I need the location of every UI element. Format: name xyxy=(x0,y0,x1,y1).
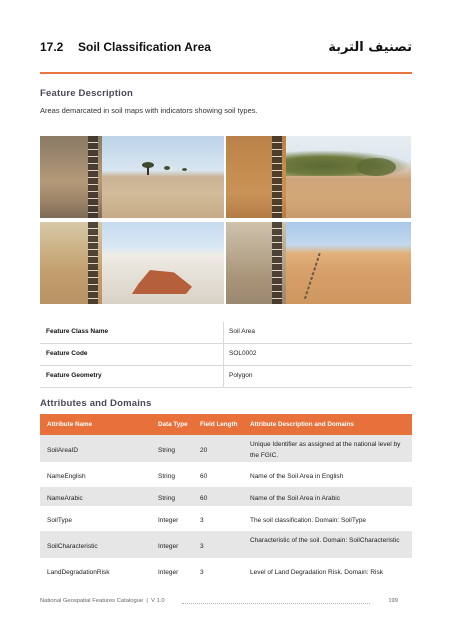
column-divider xyxy=(223,366,224,387)
header-divider xyxy=(40,72,412,74)
attribute-description: The soil classification. Domain: SoilType xyxy=(250,517,366,524)
landscape-photo-1 xyxy=(102,136,224,218)
attributes-table xyxy=(40,414,412,583)
feature-info-value: SOL0002 xyxy=(229,350,257,357)
attribute-description: Name of the Soil Area in Arabic xyxy=(250,495,340,502)
attribute-length: 20 xyxy=(200,447,208,454)
table-row xyxy=(40,531,412,561)
table-row xyxy=(40,561,412,583)
feature-info-row xyxy=(40,322,412,344)
table-row xyxy=(40,435,412,465)
soil-profile-photo-1 xyxy=(40,136,102,218)
footer-catalogue: National Geospatial Features Catalogue xyxy=(40,598,144,604)
attribute-type: String xyxy=(158,447,175,454)
feature-info-row xyxy=(40,366,412,388)
attribute-length: 60 xyxy=(200,495,208,502)
column-header-field-length: Field Length xyxy=(200,421,238,428)
attribute-description: Name of the Soil Area in English xyxy=(250,473,344,480)
column-header-data-type: Data Type xyxy=(158,421,188,428)
attribute-type: String xyxy=(158,495,175,502)
page-number: 199 xyxy=(388,598,398,604)
attribute-type: String xyxy=(158,473,175,480)
attribute-name: NameEnglish xyxy=(47,473,86,480)
attributes-table-header xyxy=(40,414,412,435)
soil-profile-photo-3 xyxy=(40,222,102,304)
section-title-arabic: تصنيف التربة xyxy=(328,40,412,55)
feature-description-text: Areas demarcated in soil maps with indicators showing soil types. xyxy=(40,106,258,115)
attribute-description: Unique Identifier as assigned at the national level by the FGIC. xyxy=(250,441,401,459)
landscape-photo-3 xyxy=(102,222,224,304)
soil-profile-photo-2 xyxy=(226,136,286,218)
attribute-name: NameArabic xyxy=(47,495,83,502)
attribute-description: Level of Land Degradation Risk. Domain: Risk xyxy=(250,569,383,576)
attribute-length: 3 xyxy=(200,569,204,576)
attribute-name: SoilType xyxy=(47,517,72,524)
attribute-name: LandDegradationRisk xyxy=(47,569,110,576)
soil-profile-photo-4 xyxy=(226,222,286,304)
attribute-type: Integer xyxy=(158,517,179,524)
attribute-name: SoilCharacteristic xyxy=(47,543,98,550)
feature-description-heading: Feature Description xyxy=(40,88,134,99)
attribute-type: Integer xyxy=(158,569,179,576)
footer-version: V 1.0 xyxy=(151,598,165,604)
column-divider xyxy=(223,322,224,343)
table-row xyxy=(40,487,412,509)
attribute-length: 3 xyxy=(200,517,204,524)
attribute-length: 60 xyxy=(200,473,208,480)
section-number: 17.2 xyxy=(40,40,64,54)
feature-info-value: Polygon xyxy=(229,372,253,379)
column-header-attribute-name: Attribute Name xyxy=(47,421,93,428)
footer-text xyxy=(40,598,165,604)
attribute-type: Integer xyxy=(158,543,179,550)
feature-info-label: Feature Code xyxy=(46,350,88,357)
attribute-description: Characteristic of the soil. Domain: SoilCharacteristic xyxy=(250,537,400,544)
table-row xyxy=(40,509,412,531)
feature-info-table xyxy=(40,322,412,388)
footer-separator: | xyxy=(146,598,148,604)
landscape-photo-2 xyxy=(286,136,411,218)
page-footer xyxy=(40,598,412,608)
attributes-heading: Attributes and Domains xyxy=(40,398,152,409)
section-title: Soil Classification Area xyxy=(78,40,211,54)
soil-photo-mosaic xyxy=(40,136,411,304)
column-divider xyxy=(223,344,224,365)
column-header-description: Attribute Description and Domains xyxy=(250,421,354,428)
landscape-photo-4 xyxy=(286,222,411,304)
attribute-length: 3 xyxy=(200,543,204,550)
attribute-name: SoilAreaID xyxy=(47,447,79,454)
feature-info-row xyxy=(40,344,412,366)
footer-dotted-leader xyxy=(182,603,370,604)
feature-info-label: Feature Class Name xyxy=(46,328,109,335)
table-row xyxy=(40,465,412,487)
feature-info-label: Feature Geometry xyxy=(46,372,102,379)
section-header xyxy=(40,40,412,58)
feature-info-value: Soil Area xyxy=(229,328,256,335)
